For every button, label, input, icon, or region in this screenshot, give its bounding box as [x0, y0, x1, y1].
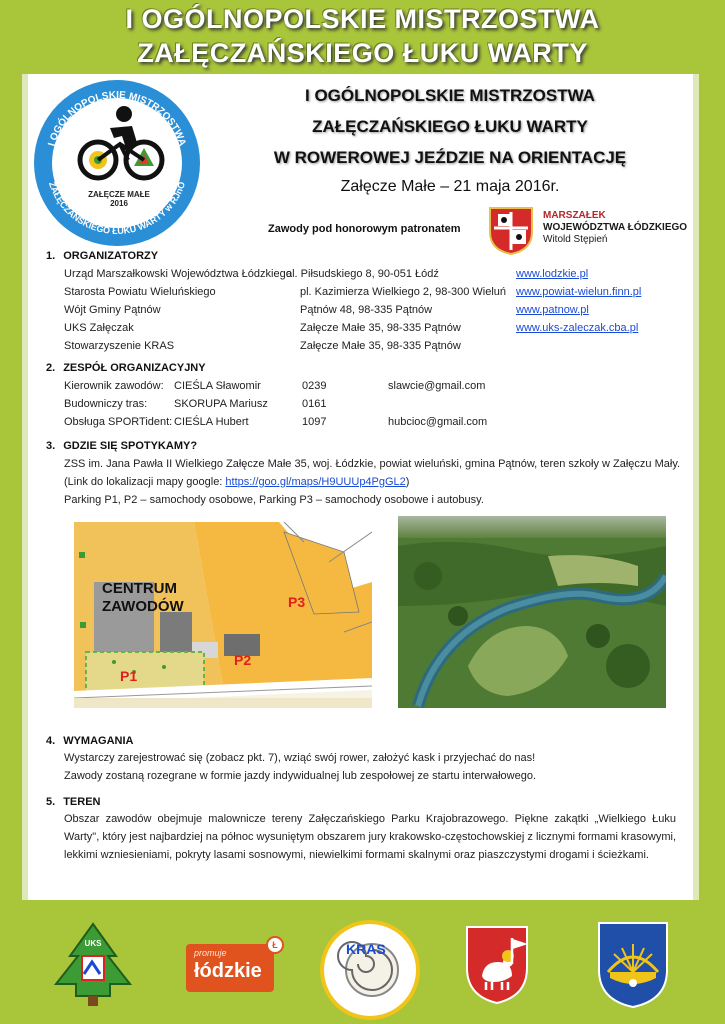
map-label-p1: P1: [120, 668, 138, 684]
banner-title-line1: I OGÓLNOPOLSKIE MISTRZOSTWA: [125, 4, 600, 34]
map-label-p3: P3: [288, 594, 306, 610]
organizer-address: pl. Kazimierza Wielkiego 2, 98-300 Wieluń: [300, 286, 507, 298]
team-number: 0239: [302, 380, 327, 392]
google-maps-link[interactable]: https://goo.gl/maps/H9UUUp4PgGL2: [225, 476, 406, 488]
requirements-line1: Wystarczy zarejestrować się (zobacz pkt. 7), wziąć swój rower, założyć kask i przyjechać do nas!: [64, 752, 536, 764]
svg-text:KRAS: KRAS: [346, 941, 386, 957]
team-email: slawcie@gmail.com: [388, 380, 486, 392]
team-role: Budowniczy tras:: [64, 398, 148, 410]
registered-mark-icon: Ł: [266, 936, 284, 954]
organizer-link[interactable]: www.uks-zaleczak.cba.pl: [516, 322, 639, 334]
organizer-address: Pątnów 48, 98-335 Pątnów: [300, 304, 433, 316]
map-label-p2: P2: [234, 652, 252, 668]
promuje-lodzkie-logo: promuje łódzkie: [186, 944, 274, 992]
voivodeship-coat-of-arms-icon: [488, 206, 534, 256]
team-person: CIEŚLA Sławomir: [174, 380, 261, 392]
uks-zaleczak-logo-icon: [52, 922, 134, 1010]
section-requirements-heading: 4. WYMAGANIA: [46, 735, 134, 747]
location-address: ZSS im. Jana Pawła II Wielkiego Załęcze Małe 35, woj. Łódzkie, powiat wieluński, gmina Pątnów, teren szkoły w Załęczu Mały.: [64, 458, 681, 470]
organizer-address: al. Piłsudskiego 8, 90-051 Łódź: [286, 268, 439, 280]
header-title-line2: ZAŁĘCZAŃSKIEGO ŁUKU WARTY: [312, 117, 588, 136]
svg-text:UKS: UKS: [84, 939, 102, 948]
aerial-river-photo: [398, 516, 666, 708]
requirements-line2: Zawody zostaną rozegrane w formie jazdy indywidualnej lub zespołowej ze startu interwałowego.: [64, 770, 537, 782]
terrain-description: Obszar zawodów obejmuje malownicze tereny Załęczańskiego Parku Krajobrazowego. Piękne zakątki „Wielkiego Łuku Warty", który jest najbardziej na północ wysuniętym obszarem jury krakowsko-częstochowskiej z licznymi formami krasowymi, lekkimi wzniesieniami, pokryty lasami sosnowymi, niewielkimi formami skalnymi oraz piaszczystymi drogami i ścieżkami.: [64, 813, 676, 861]
kras-logo: [320, 920, 420, 1020]
banner-title-line2: ZAŁĘCZAŃSKIEGO ŁUKU WARTY: [137, 38, 588, 68]
section-team-heading: 2. ZESPÓŁ ORGANIZACYJNY: [46, 362, 206, 374]
header-title-line1: I OGÓLNOPOLSKIE MISTRZOSTWA: [305, 86, 595, 105]
organizer-link[interactable]: www.lodzkie.pl: [516, 268, 589, 280]
team-person: SKORUPA Mariusz: [174, 398, 268, 410]
organizer-name: Stowarzyszenie KRAS: [64, 340, 175, 352]
header-title-line3: W ROWEROWEJ JEŹDZIE NA ORIENTACJĘ: [273, 148, 627, 167]
organizer-name: UKS Załęczak: [64, 322, 134, 334]
team-number: 0161: [302, 398, 327, 410]
location-map-link-line: (Link do lokalizacji mapy google: https://goo.gl/maps/H9UUUp4PgGL2): [64, 476, 410, 488]
parking-info: Parking P1, P2 – samochody osobowe, Parking P3 – samochody osobowe i autobusy.: [64, 494, 484, 506]
event-logo-label: ZAŁĘCZE MAŁE 2016: [88, 190, 150, 208]
organizer-name: Wójt Gminy Pątnów: [64, 304, 161, 316]
marshal-block: MARSZAŁEK WOJEWÓDZTWA ŁÓDZKIEGO Witold Stępień: [543, 210, 688, 245]
organizer-link[interactable]: www.powiat-wielun.finn.pl: [516, 286, 642, 298]
panel-border-right: [693, 74, 699, 900]
team-role: Obsługa SPORTident:: [64, 416, 173, 428]
organizer-address: Załęcze Małe 35, 98-335 Pątnów: [300, 340, 461, 352]
venue-map: [74, 522, 372, 708]
cyclist-icon: [76, 102, 166, 188]
team-role: Kierownik zawodów:: [64, 380, 164, 392]
ammonite-icon: [324, 924, 416, 1016]
map-label-center: CENTRUM ZAWODÓW: [102, 580, 184, 615]
organizer-name: Urząd Marszałkowski Województwa Łódzkiego: [64, 268, 292, 280]
section-terrain-heading: 5. TEREN: [46, 796, 101, 808]
organizer-name: Starosta Powiatu Wieluńskiego: [64, 286, 216, 298]
event-date: Załęcze Małe – 21 maja 2016r.: [340, 178, 560, 195]
team-number: 1097: [302, 416, 327, 428]
svg-text:I OGÓLNOPOLSKIE MISTRZOSTWA: I OGÓLNOPOLSKIE MISTRZOSTWA: [46, 89, 188, 148]
team-email: hubcioc@gmail.com: [388, 416, 488, 428]
powiat-coat-of-arms-icon: [596, 920, 670, 1010]
section-organizers-heading: 1. ORGANIZATORZY: [46, 250, 159, 262]
organizer-address: Załęcze Małe 35, 98-335 Pątnów: [300, 322, 461, 334]
patronage-label: Zawody pod honorowym patronatem: [268, 223, 461, 235]
team-person: CIEŚLA Hubert: [174, 416, 249, 428]
section-location-heading: 3. GDZIE SIĘ SPOTYKAMY?: [46, 440, 198, 452]
organizer-link[interactable]: www.patnow.pl: [516, 304, 589, 316]
gmina-coat-of-arms-icon: [464, 924, 530, 1006]
svg-text:ZAŁĘCZAŃSKIEGO ŁUKU WARTY w RJ: ZAŁĘCZAŃSKIEGO ŁUKU WARTY w RJnO: [46, 180, 188, 237]
